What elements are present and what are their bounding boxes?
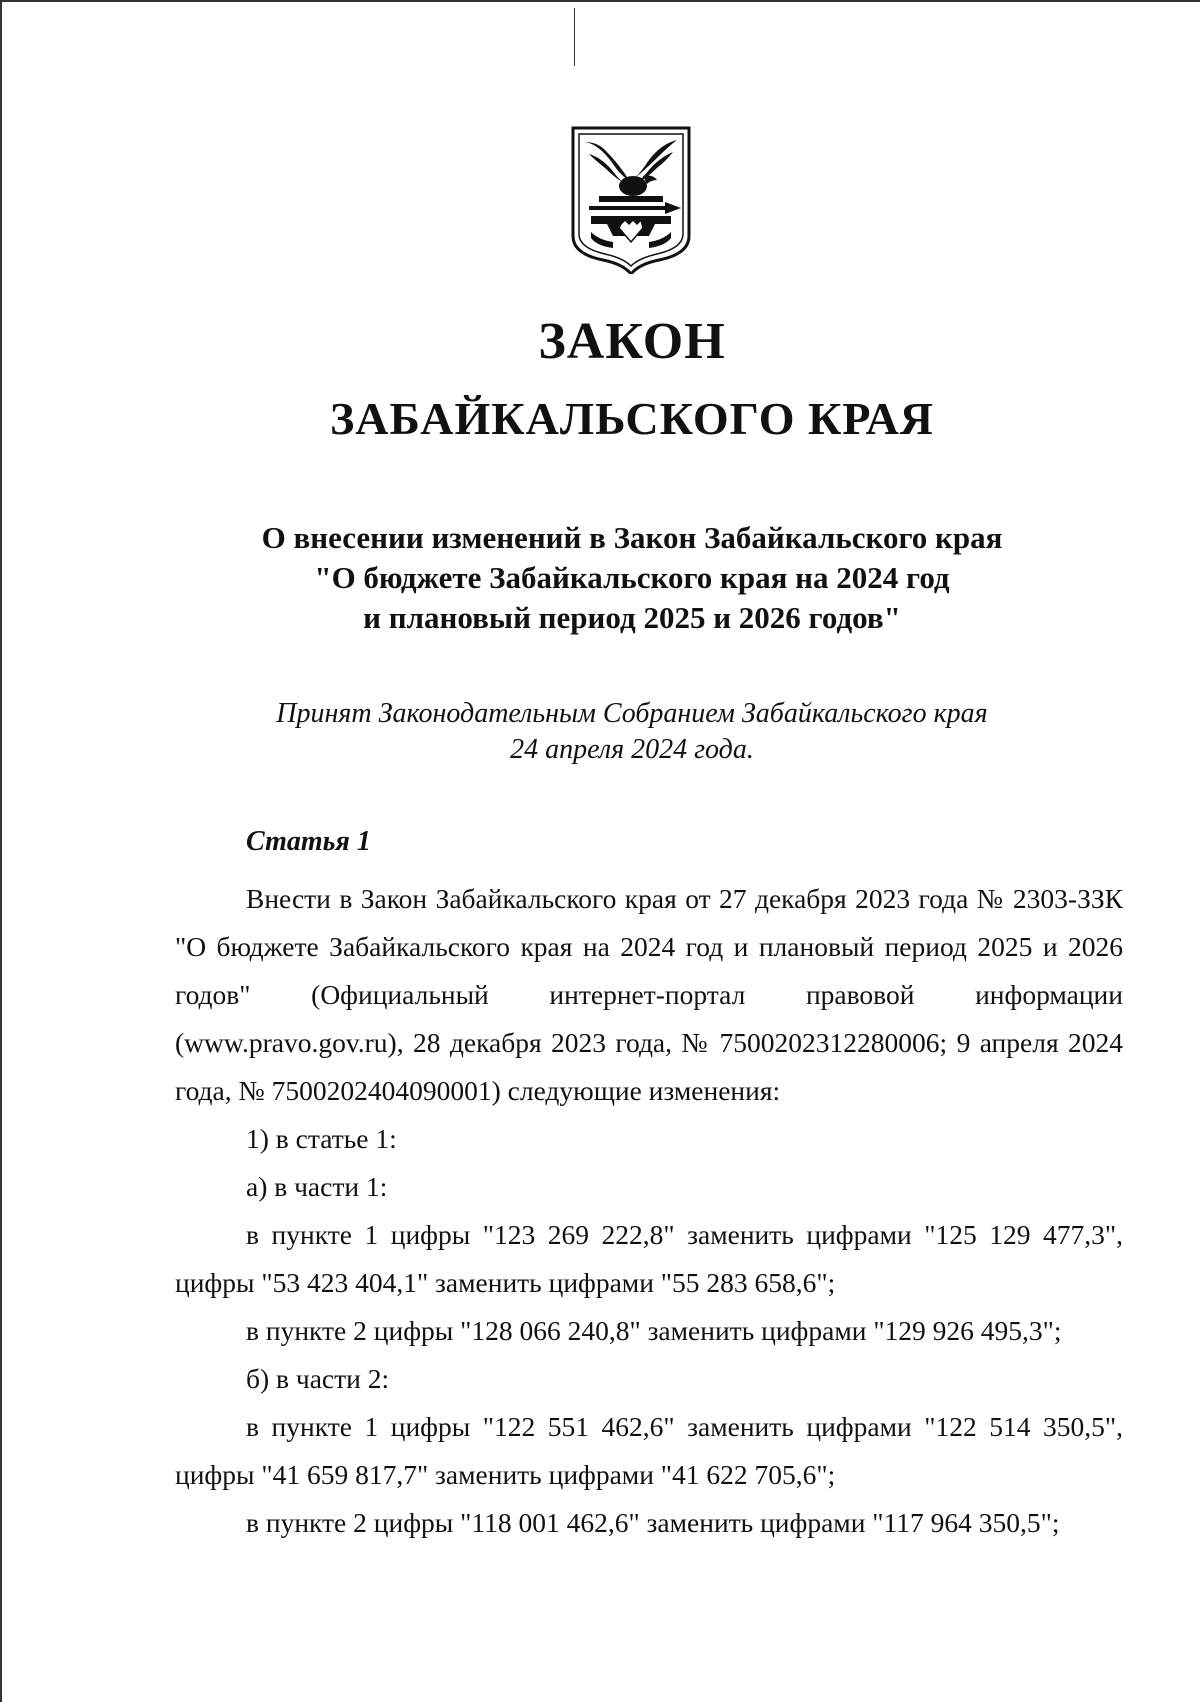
adoption-date: 24 апреля 2024 года.: [510, 734, 754, 765]
list-item: а) в части 1:: [246, 1171, 388, 1202]
list-item: в пункте 1 цифры "122 551 462,6" заменить цифрами "122 514 350,5", цифры "41 659 817,7" заменить цифрами "41 622 705,6";: [175, 1411, 1123, 1490]
subtitle-line: О внесении изменений в Закон Забайкальского края: [261, 520, 1003, 555]
document-title: ЗАКОН: [538, 313, 726, 370]
article-intro: Внести в Закон Забайкальского края от 27 декабря 2023 года № 2303-ЗЗК "О бюджете Забайкальского края на 2024 год и плановый период 2025 и 2026 годов" (Официальный интернет-портал правовой информации (www.pravo.gov.ru), 28 декабря 2023 года, № 7500202312280006; 9 апреля 2024 года, № 7500202404090001) следующие изменения:: [175, 883, 1123, 1106]
scan-edge-top: [0, 0, 1200, 2]
article-body: [175, 875, 1123, 1547]
scan-edge-left: [0, 0, 2, 1702]
subtitle-line: и плановый период 2025 и 2026 годов": [363, 600, 901, 635]
list-item: в пункте 2 цифры "118 001 462,6" заменить цифрами "117 964 350,5";: [246, 1507, 1060, 1538]
adoption-line: Принят Законодательным Собранием Забайкальского края: [276, 698, 988, 729]
document-title-region: ЗАБАЙКАЛЬСКОГО КРАЯ: [329, 393, 935, 444]
article-heading: Статья 1: [246, 826, 371, 857]
adoption-note: [0, 696, 1200, 768]
list-item: в пункте 2 цифры "128 066 240,8" заменить цифрами "129 926 495,3";: [246, 1315, 1062, 1346]
fold-mark: [574, 8, 575, 66]
document-subtitle: [0, 518, 1200, 638]
coat-of-arms-icon: [569, 124, 693, 274]
subtitle-line: "О бюджете Забайкальского края на 2024 год: [314, 560, 950, 595]
list-item: 1) в статье 1:: [246, 1123, 397, 1154]
list-item: б) в части 2:: [246, 1363, 390, 1394]
list-item: в пункте 1 цифры "123 269 222,8" заменить цифрами "125 129 477,3", цифры "53 423 404,1" заменить цифрами "55 283 658,6";: [175, 1219, 1123, 1298]
